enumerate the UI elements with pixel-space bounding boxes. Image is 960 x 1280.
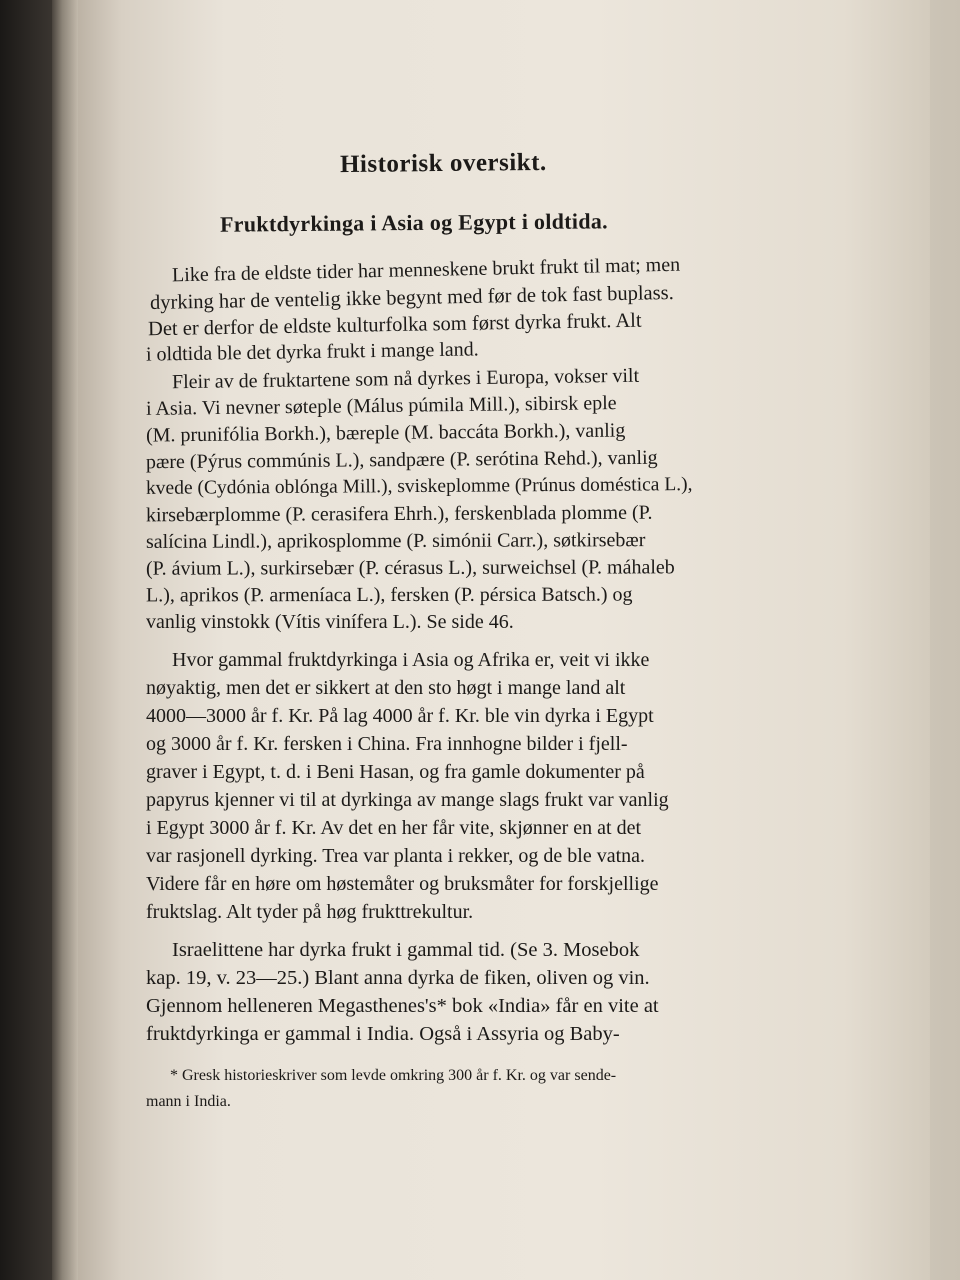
text-line: Det er derfor de eldste kulturfolka som først dyrka frukt. Alt [147, 309, 642, 341]
text-line: (M. prunifólia Borkh.), bæreple (M. baccáta Borkh.), vanlig [145, 419, 626, 447]
text-line: dyrking har de ventelig ikke begynt med før de tok fast buplass. [149, 281, 674, 315]
text-line: i Egypt 3000 år f. Kr. Av det en her får vite, skjønner en at det [146, 817, 642, 839]
text-line: pære (Pýrus commúnis L.), sandpære (P. serótina Rehd.), vanlig [145, 446, 658, 474]
text-line: i oldtida ble det dyrka frukt i mange land. [145, 338, 479, 366]
footnote-line: * Gresk historieskriver som levde omkring 300 år f. Kr. og var sende- [170, 1067, 617, 1084]
text-line: salícina Lindl.), aprikosplomme (P. simónii Carr.), søtkirsebær [145, 529, 646, 553]
text-line: graver i Egypt, t. d. i Beni Hasan, og fra gamle dokumenter på [146, 761, 645, 783]
text-line: i Asia. Vi nevner søteple (Málus púmila Mill.), sibirsk eple [145, 392, 617, 420]
text-line: fruktslag. Alt tyder på høg frukttrekultur. [146, 901, 474, 923]
text-line: kirsebærplomme (P. cerasifera Ehrh.), ferskenblada plomme (P. [145, 501, 653, 527]
text-line: fruktdyrkinga er gammal i India. Også i Assyria og Baby- [146, 1023, 620, 1045]
text-line: nøyaktig, men det er sikkert at den sto høgt i mange land alt [146, 677, 626, 699]
text-line: Videre får en høre om høstemåter og bruksmåter for forskjellige [146, 873, 659, 895]
text-line: Israelittene har dyrka frukt i gammal tid. (Se 3. Mosebok [172, 939, 640, 961]
text-line: og 3000 år f. Kr. fersken i China. Fra innhogne bilder i fjell- [146, 733, 628, 755]
footnote-line: mann i India. [146, 1093, 231, 1110]
text-line: var rasjonell dyrking. Trea var planta i rekker, og de ble vatna. [146, 845, 646, 867]
text-line: 4000—3000 år f. Kr. På lag 4000 år f. Kr. ble vin dyrka i Egypt [146, 705, 654, 727]
section-heading: Fruktdyrkinga i Asia og Egypt i oldtida. [219, 208, 609, 237]
text-line: Like fra de eldste tider har menneskene brukt frukt til mat; men [171, 253, 681, 287]
text-line: papyrus kjenner vi til at dyrkinga av mange slags frukt var vanlig [146, 789, 669, 811]
text-line: L.), aprikos (P. armeníaca L.), fersken (P. pérsica Batsch.) og [145, 583, 633, 607]
text-line: kvede (Cydónia oblónga Mill.), sviskeplomme (Prúnus doméstica L.), [145, 474, 693, 499]
text-line: Gjennom helleneren Megasthenes's* bok «India» får en vite at [146, 995, 659, 1017]
text-line: Fleir av de fruktartene som nå dyrkes i Europa, vokser vilt [171, 364, 640, 394]
text-line: (P. ávium L.), surkirsebær (P. cérasus L.), surweichsel (P. máhaleb [145, 556, 675, 580]
text-line: vanlig vinstokk (Vítis vinífera L.). Se side 46. [146, 611, 514, 633]
page-title: Historisk oversikt. [339, 148, 547, 179]
text-line: Hvor gammal fruktdyrkinga i Asia og Afrika er, veit vi ikke [172, 649, 650, 671]
text-line: kap. 19, v. 23—25.) Blant anna dyrka de fiken, oliven og vin. [146, 967, 650, 989]
